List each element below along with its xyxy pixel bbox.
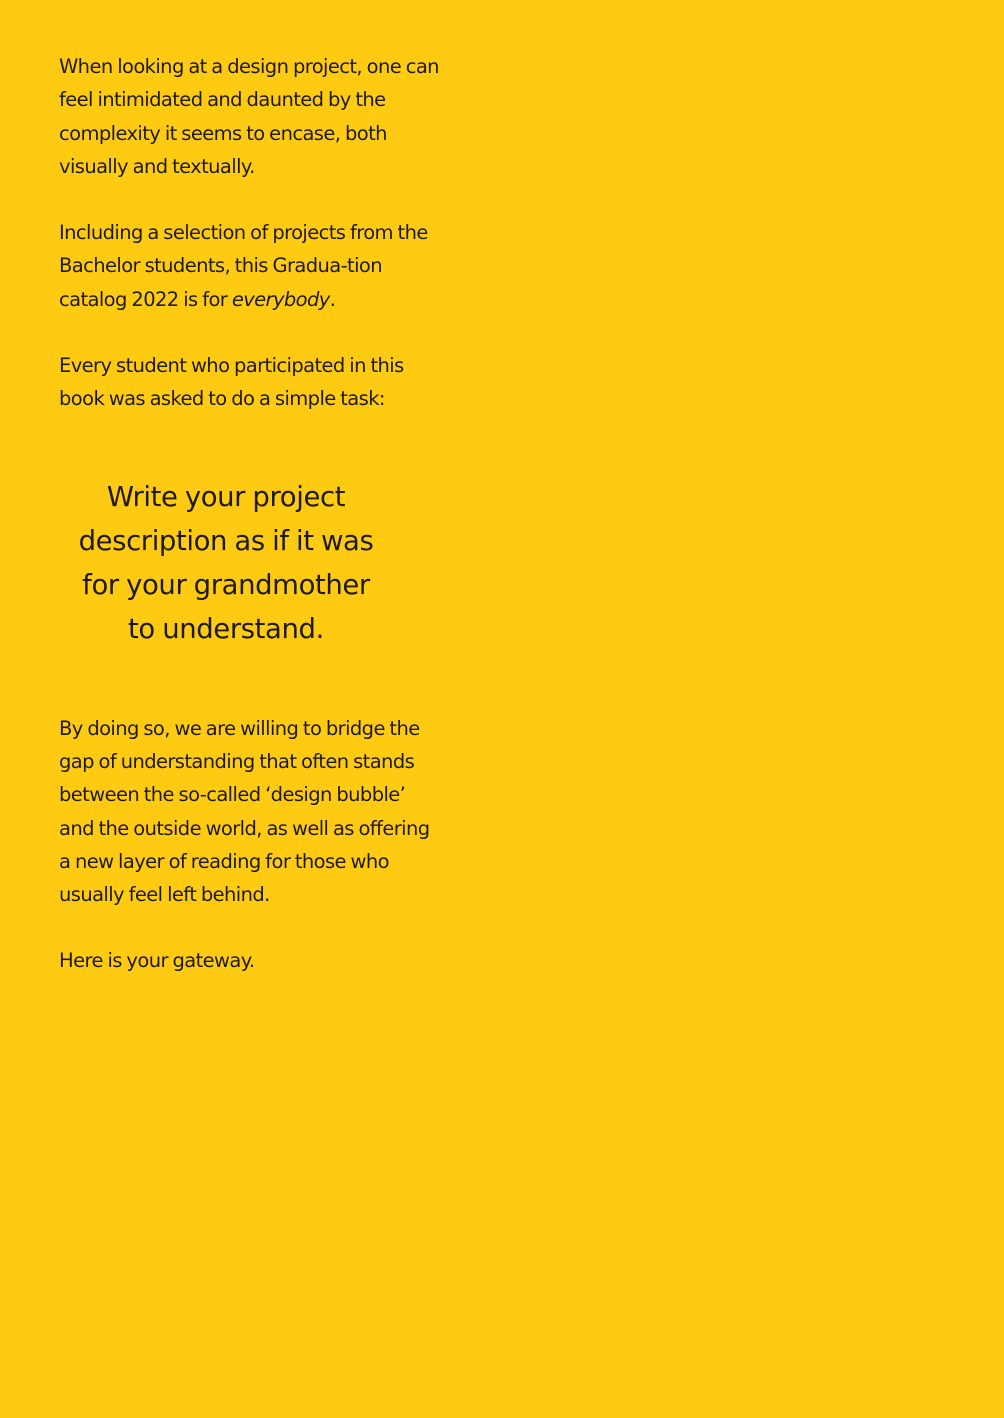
task-quote-line-3: for your grandmother (82, 568, 370, 601)
intro-paragraph-2-end: . (329, 287, 336, 311)
closing-paragraph-1: By doing so, we are willing to bridge the gap of understanding that often stands between the so-called ‘design bubble’ and the outside world, as well as offering a new layer of reading for those who usually feel left behind. (59, 716, 430, 907)
intro-paragraph-3: Every student who participated in this book was asked to do a simple task: (59, 354, 404, 411)
intro-paragraph-2-lead: Including a selection of projects from the Bachelor students, this Gradua-tion catalog 2022 is for (59, 221, 428, 311)
intro-paragraph-2 (59, 216, 439, 316)
task-quote-line-4: to understand. (128, 612, 324, 645)
intro-paragraph-2-emphasis: everybody (231, 287, 330, 311)
task-quote-line-1: Write your project (106, 480, 346, 513)
task-quote-line-2: description as if it was (78, 524, 374, 557)
closing-paragraph-2: Here is your gateway. (59, 949, 255, 973)
catalog-intro-page (59, 50, 439, 978)
intro-paragraph-1: When looking at a design project, one can feel intimidated and daunted by the complexity it seems to encase, both visually and textually. (59, 55, 439, 178)
task-quote (59, 475, 393, 651)
